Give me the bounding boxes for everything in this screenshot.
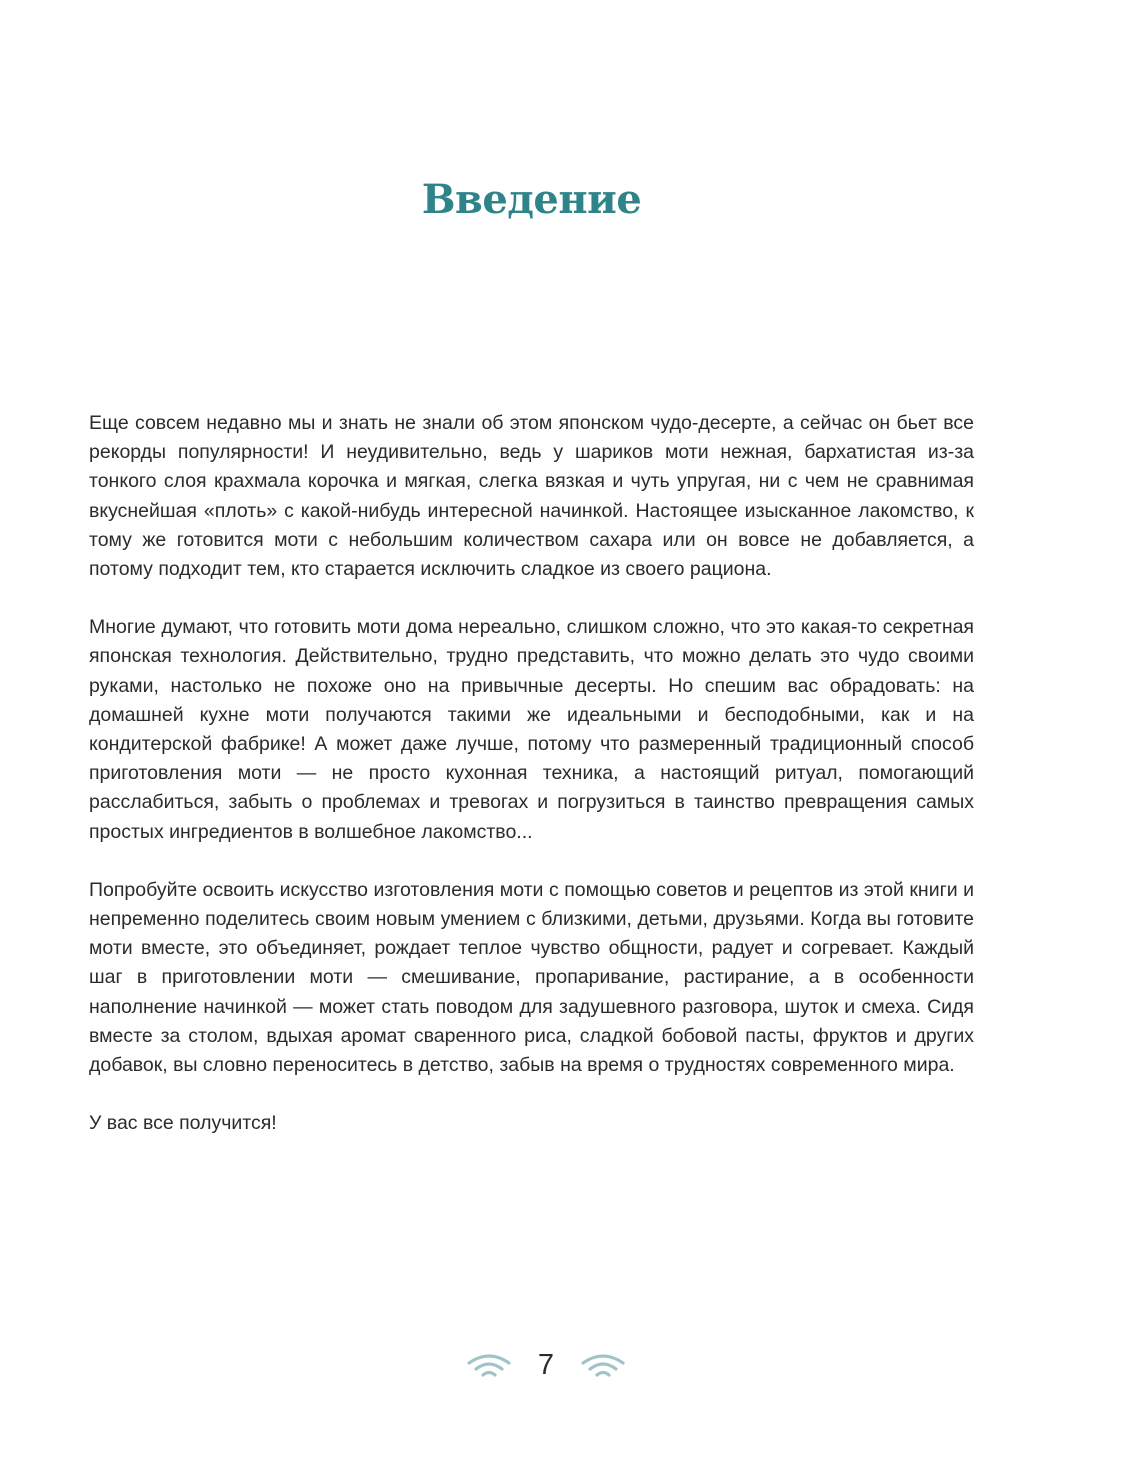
wave-arcs-icon xyxy=(466,1350,512,1380)
paragraph-4: У вас все получится! xyxy=(89,1112,277,1135)
body-text xyxy=(89,409,974,1167)
page-title: Введение xyxy=(421,176,642,223)
paragraph-2: Многие думают, что готовить моти дома нереально, слишком сложно, что это какая-то секретная японская технология. Действительно, трудно представить, что можно делать это чудо своими руками, настолько не похоже оно на привычные десерты. Но спешим вас обрадовать: на домашней кухне моти получаются такими же идеальными и бесподобными, как и на кондитерской фабрике! А может даже лучше, потому что размеренный традиционный способ приготовления моти — не просто кухонная техника, а настоящий ритуал, помогающий расслабиться, забыть о проблемах и тревогах и погрузиться в таинство превращения самых простых ингредиентов в волшебное лакомство... xyxy=(89,616,974,843)
page-number: 7 xyxy=(537,1348,555,1381)
page-footer xyxy=(0,1343,1092,1387)
paragraph-1: Еще совсем недавно мы и знать не знали об этом японском чудо-десерте, а сейчас он бьет все рекорды популярности! И неудивительно, ведь у шариков моти нежная, бархатистая из-за тонкого слоя крахмала корочка и мягкая, слегка вязкая и чуть упругая, ни с чем не сравнимая вкуснейшая «плоть» с какой-нибудь интересной начинкой. Настоящее изысканное лакомство, к тому же готовится моти с небольшим количеством сахара или он вовсе не добавляется, а потому подходит тем, кто старается исключить сладкое из своего рациона. xyxy=(89,412,974,581)
paragraph-3: Попробуйте освоить искусство изготовления моти с помощью советов и рецептов из этой книги и непременно поделитесь своим новым умением с близкими, детьми, друзьями. Когда вы готовите моти вместе, это объединяет, рождает теплое чувство общности, радует и согревает. Каждый шаг в приготовлении моти — смешивание, пропаривание, растирание, а в особенности наполнение начинкой — может стать поводом для задушевного разговора, шуток и смеха. Сидя вместе за столом, вдыхая аромат сваренного риса, сладкой бобовой пасты, фруктов и других добавок, вы словно переноситесь в детство, забыв на время о трудностях современного мира. xyxy=(89,878,974,1077)
wave-arcs-icon xyxy=(580,1350,626,1380)
